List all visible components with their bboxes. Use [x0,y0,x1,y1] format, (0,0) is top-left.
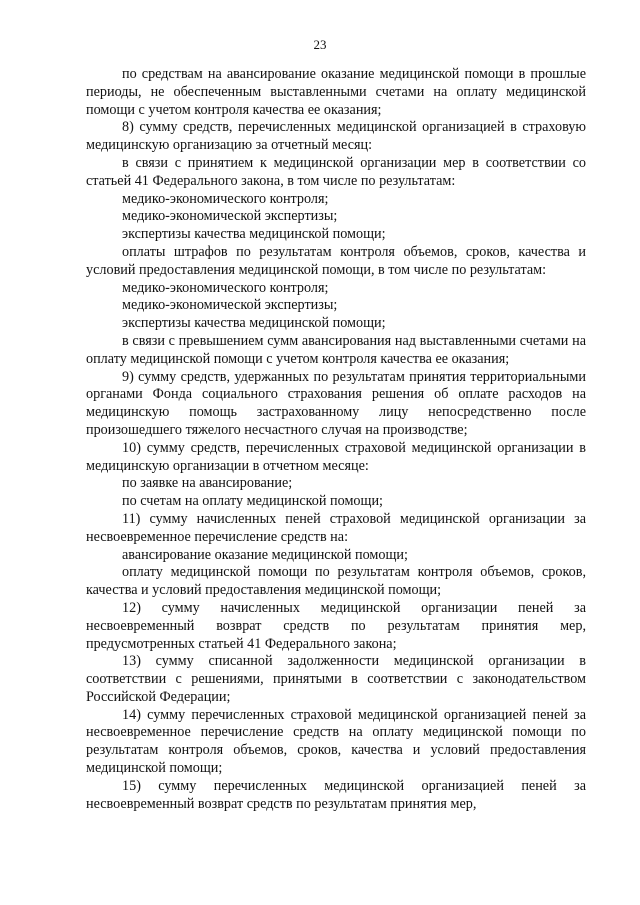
paragraph: 8) сумму средств, перечисленных медицинской организацией в страховую медицинскую организацию за отчетный месяц: [86,119,586,154]
paragraph: 13) сумму списанной задолженности медицинской организации в соответствии с решениями, принятыми в соответствии с законодательством Российской Федерации; [86,653,586,705]
paragraph: в связи с принятием к медицинской организации мер в соответствии со статьей 41 Федерального закона, в том числе по результатам: [86,154,586,189]
paragraph: медико-экономического контроля; [122,190,329,207]
paragraph: медико-экономического контроля; [122,279,329,296]
paragraph: в связи с превышением сумм авансирования над выставленными счетами на оплату медицинской помощи с учетом контроля качества ее оказания; [86,332,586,367]
paragraph: 11) сумму начисленных пеней страховой медицинской организации за несвоевременное перечисление средств на: [86,510,586,545]
paragraph: 12) сумму начисленных медицинской организации пеней за несвоевременный возврат средств по результатам принятия мер, предусмотренных статьей 41 Федерального закона; [86,599,586,652]
paragraph: 14) сумму перечисленных страховой медицинской организацией пеней за несвоевременное перечисление средств на оплату медицинской помощи по результатам контроля объемов, сроков, качества и условий предоставления медицинской помощи; [86,706,586,777]
paragraph: экспертизы качества медицинской помощи; [122,315,386,332]
page-number: 23 [313,37,327,52]
paragraph: авансирование оказание медицинской помощи; [122,546,408,563]
document-body [86,66,586,813]
paragraph: по заявке на авансирование; [122,475,293,492]
paragraph: по счетам на оплату медицинской помощи; [122,493,383,510]
paragraph: по средствам на авансирование оказание медицинской помощи в прошлые периоды, не обеспеченным выставленными счетами на оплату медицинской помощи с учетом контроля качества ее оказания; [86,66,586,118]
paragraph: медико-экономической экспертизы; [122,208,338,225]
paragraph: 15) сумму перечисленных медицинской организацией пеней за несвоевременный возврат средств по результатам принятия мер, [86,777,586,812]
paragraph: медико-экономической экспертизы; [122,297,338,314]
paragraph: 10) сумму средств, перечисленных страховой медицинской организации в медицинскую организации в отчетном месяце: [86,439,586,474]
paragraph: оплату медицинской помощи по результатам контроля объемов, сроков, качества и условий предоставления медицинской помощи; [86,564,586,599]
paragraph: 9) сумму средств, удержанных по результатам принятия территориальными органами Фонда социального страхования решения об оплате расходов на медицинскую помощь застрахованному лицу непосредственно после произошедшего тяжелого несчастного случая на производстве; [86,368,586,438]
paragraph: оплаты штрафов по результатам контроля объемов, сроков, качества и условий предоставления медицинской помощи, в том числе по результатам: [86,243,586,278]
paragraph: экспертизы качества медицинской помощи; [122,226,386,243]
